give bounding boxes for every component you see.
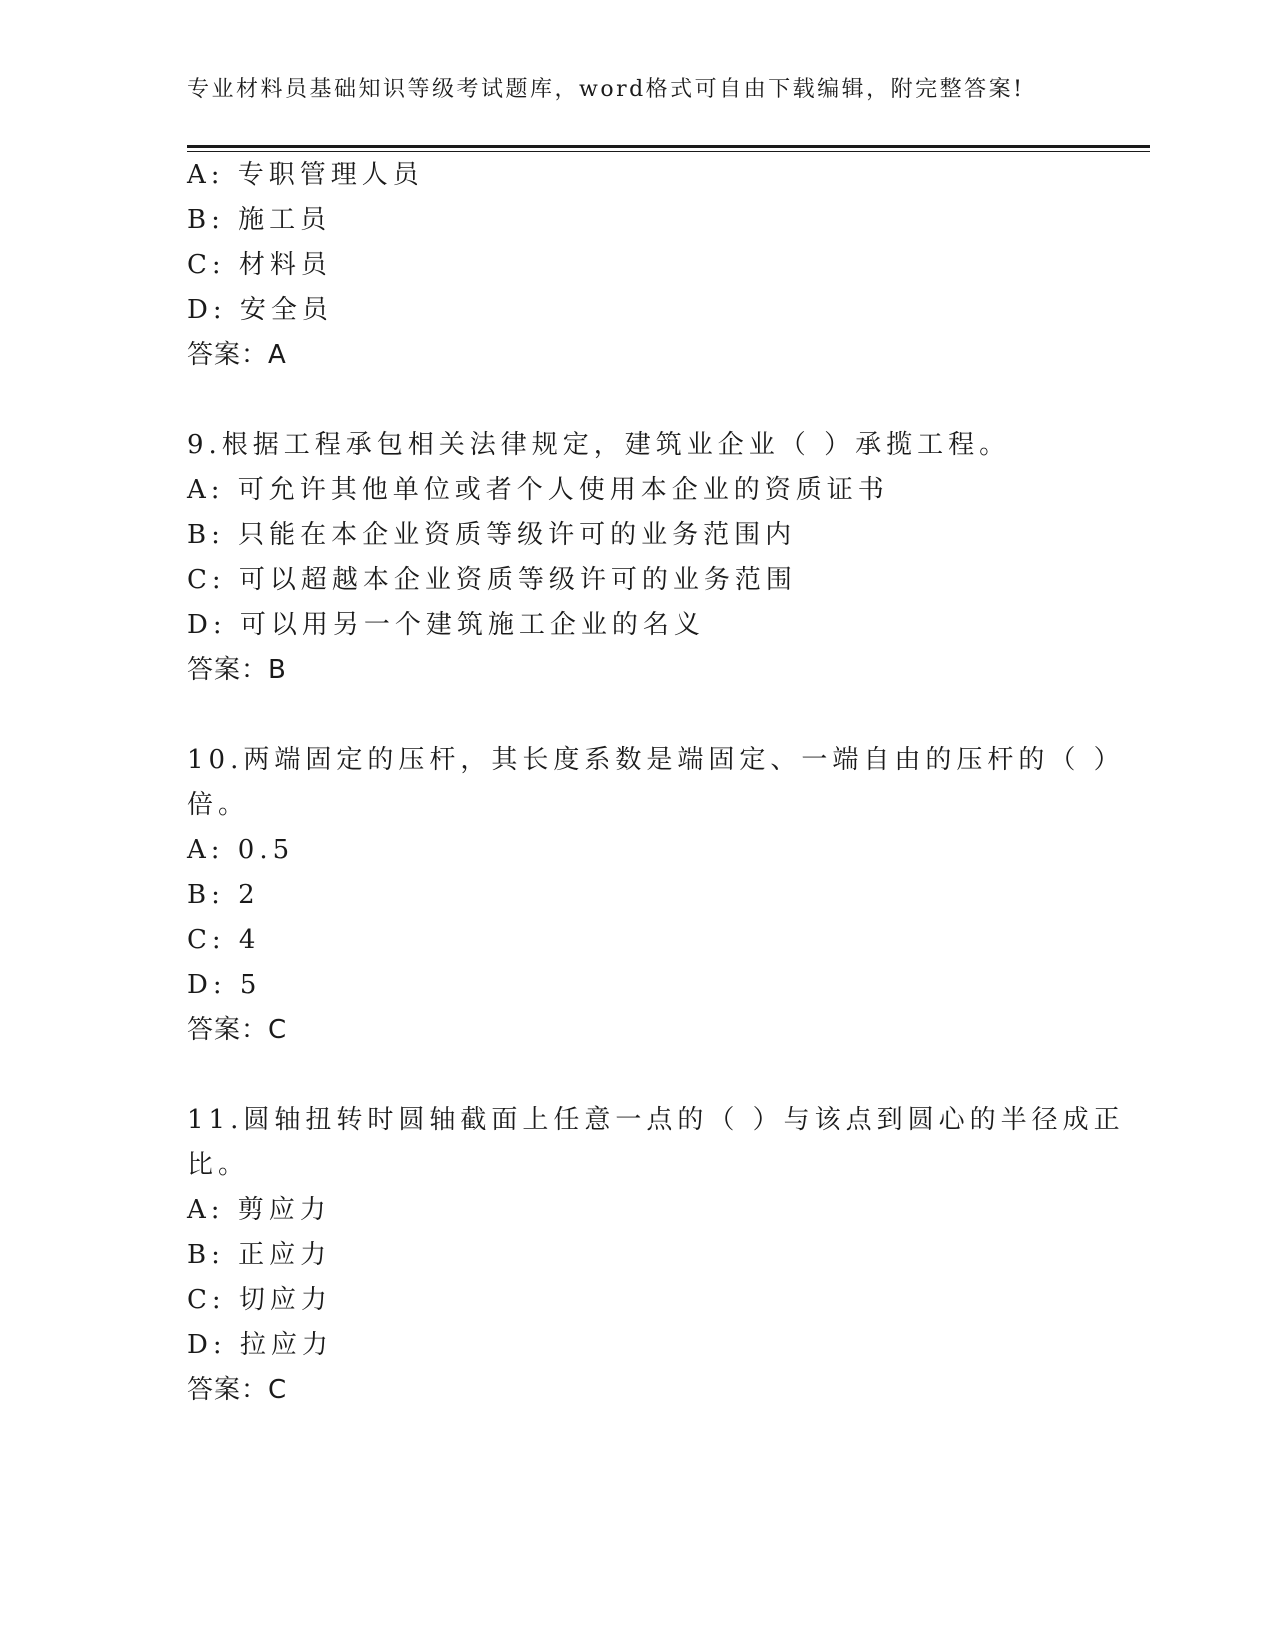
q9-option-a: A: 可允许其他单位或者个人使用本企业的资质证书	[187, 475, 889, 505]
q10-option-c: C: 4	[187, 925, 261, 955]
q11-option-d: D: 拉应力	[187, 1330, 333, 1360]
q10-question-line2: 倍。	[187, 790, 250, 820]
page-header: 专业材料员基础知识等级考试题库，word格式可自由下载编辑，附完整答案!	[187, 77, 1025, 102]
q11-question-line1: 11.圆轴扭转时圆轴截面上任意一点的（ ）与该点到圆心的半径成正	[187, 1105, 1125, 1135]
q10-question-line1: 10.两端固定的压杆，其长度系数是端固定、一端自由的压杆的（ ）	[187, 745, 1125, 775]
q9-answer: 答案：B	[187, 655, 287, 685]
q11-option-b: B: 正应力	[187, 1240, 332, 1270]
q9-question: 9.根据工程承包相关法律规定，建筑业企业（ ）承揽工程。	[187, 430, 1011, 460]
q9-option-b: B: 只能在本企业资质等级许可的业务范围内	[187, 520, 797, 550]
q8-option-d: D: 安全员	[187, 295, 333, 325]
q8-answer: 答案：A	[187, 340, 287, 370]
q8-option-c: C: 材料员	[187, 250, 332, 280]
q11-option-a: A: 剪应力	[187, 1195, 331, 1225]
q10-option-d: D: 5	[187, 970, 262, 1000]
q10-option-b: B: 2	[187, 880, 260, 910]
q9-option-d: D: 可以用另一个建筑施工企业的名义	[187, 610, 705, 640]
q10-option-a: A: 0.5	[187, 835, 295, 865]
q11-question-line2: 比。	[187, 1150, 250, 1180]
q11-option-c: C: 切应力	[187, 1285, 332, 1315]
q8-option-b: B: 施工员	[187, 205, 332, 235]
q11-answer: 答案：C	[187, 1375, 288, 1405]
q8-option-a: A: 专职管理人员	[187, 160, 424, 190]
header-rule-thick	[187, 145, 1150, 148]
q10-answer: 答案：C	[187, 1015, 288, 1045]
header-rule-thin	[187, 151, 1150, 152]
q9-option-c: C: 可以超越本企业资质等级许可的业务范围	[187, 565, 797, 595]
